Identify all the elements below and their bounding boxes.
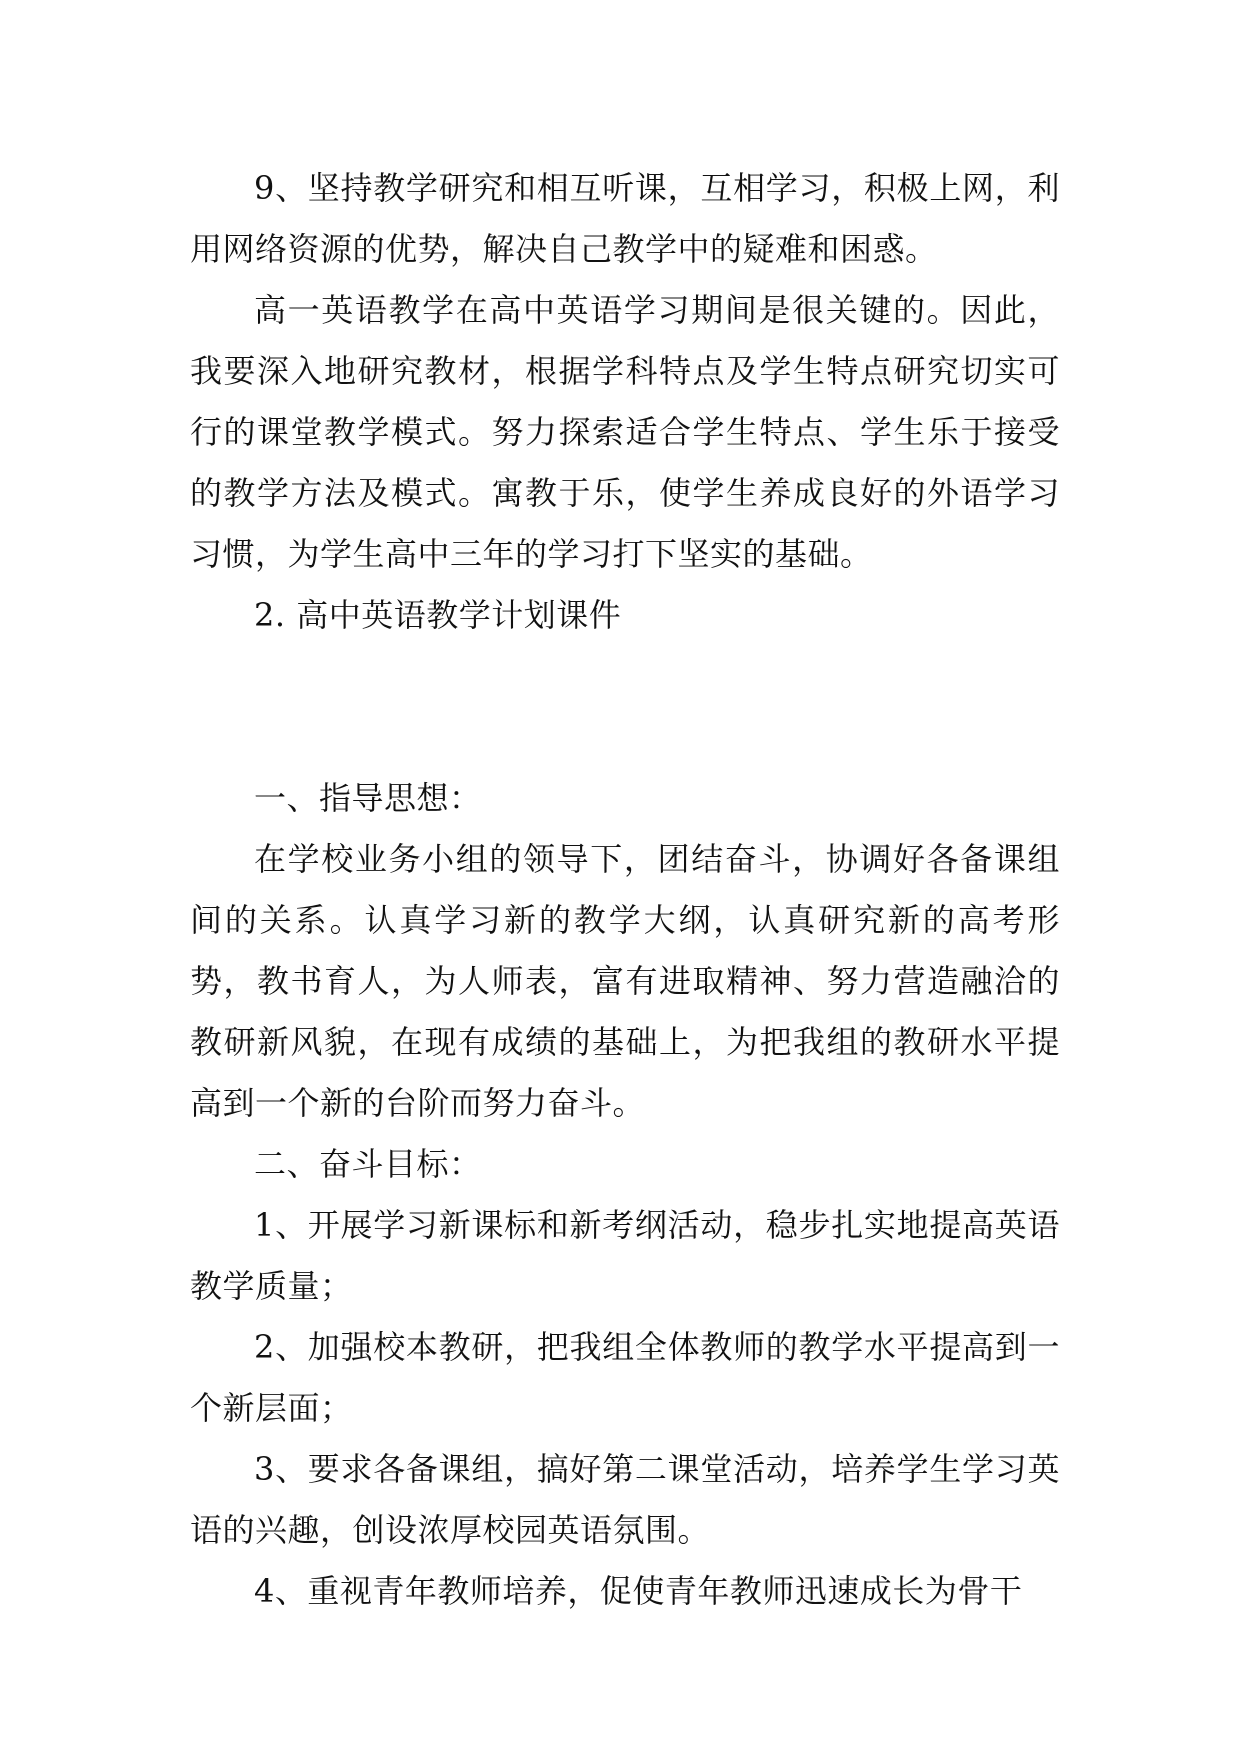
document-body — [190, 158, 1060, 1622]
section-title-2: 2. 高中英语教学计划课件 — [254, 596, 622, 634]
blank-space — [190, 646, 1060, 768]
goal-item-1: 1、开展学习新课标和新考纲活动，稳步扎实地提高英语教学质量； — [190, 1206, 1060, 1305]
paragraph-item-9: 9、坚持教学研究和相互听课，互相学习，积极上网，利用网络资源的优势，解决自己教学中的疑难和困惑。 — [190, 169, 1060, 268]
heading-guiding-thought: 一、指导思想： — [254, 779, 482, 817]
goal-item-4: 4、重视青年教师培养，促使青年教师迅速成长为骨干 — [254, 1572, 1023, 1610]
heading-goals: 二、奋斗目标： — [254, 1145, 482, 1183]
goal-item-3: 3、要求各备课组，搞好第二课堂活动，培养学生学习英语的兴趣，创设浓厚校园英语氛围。 — [190, 1450, 1060, 1549]
paragraph-summary: 高一英语教学在高中英语学习期间是很关键的。因此，我要深入地研究教材，根据学科特点及学生特点研究切实可行的课堂教学模式。努力探索适合学生特点、学生乐于接受的教学方法及模式。寓教于乐，使学生养成良好的外语学习习惯，为学生高中三年的学习打下坚实的基础。 — [190, 291, 1060, 573]
goal-item-2: 2、加强校本教研，把我组全体教师的教学水平提高到一个新层面； — [190, 1328, 1060, 1427]
paragraph-guiding-thought: 在学校业务小组的领导下，团结奋斗，协调好各备课组间的关系。认真学习新的教学大纲，认真研究新的高考形势，教书育人，为人师表，富有进取精神、努力营造融洽的教研新风貌，在现有成绩的基础上，为把我组的教研水平提高到一个新的台阶而努力奋斗。 — [190, 840, 1060, 1122]
